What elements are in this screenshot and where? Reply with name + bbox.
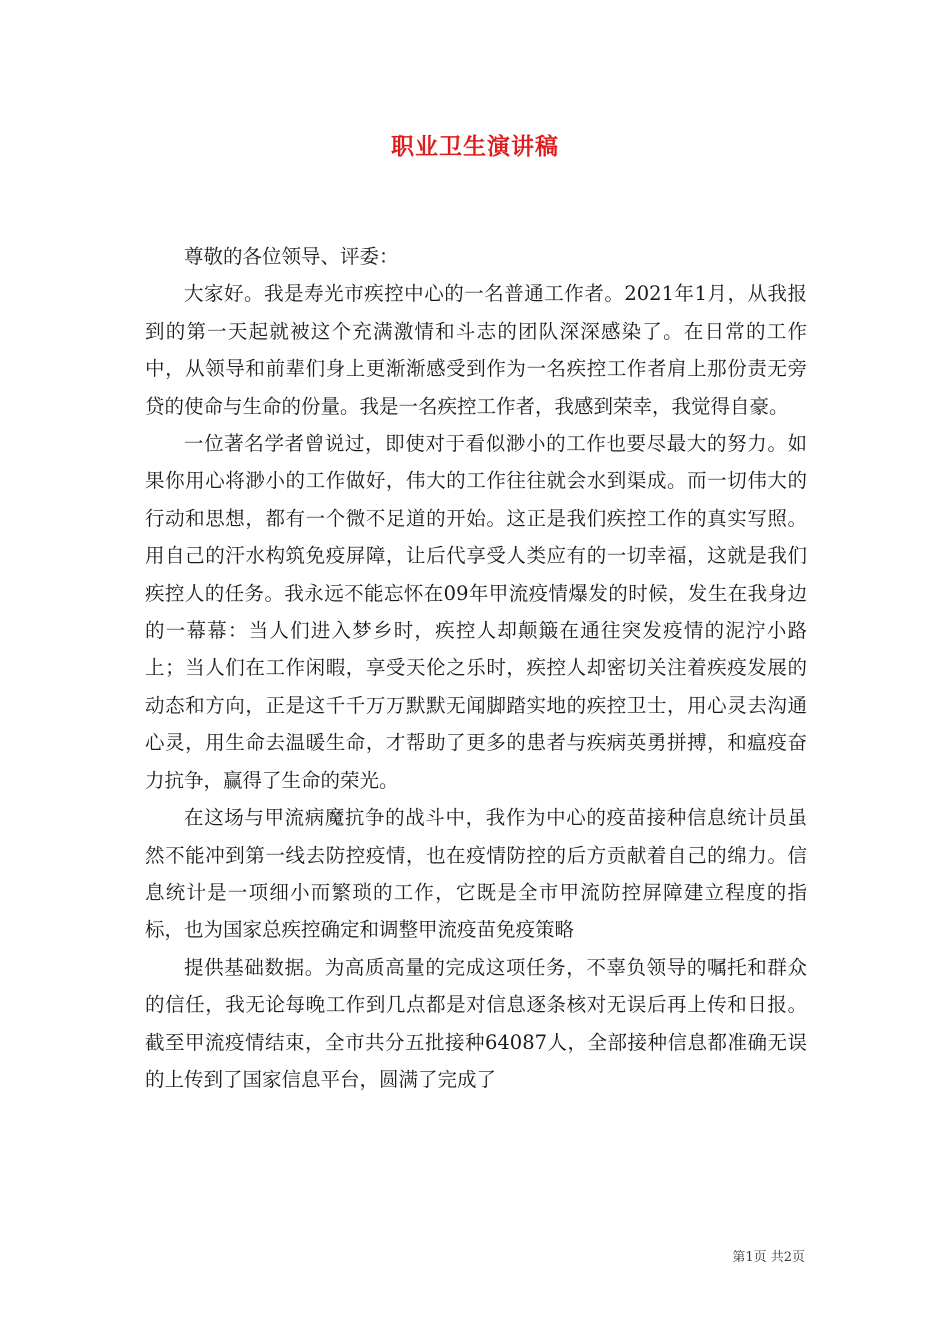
paragraph-2: 一位著名学者曾说过，即使对于看似渺小的工作也要尽最大的努力。如果你用心将渺小的工作做好，伟大的工作往往就会水到渠成。而一切伟大的行动和思想，都有一个微不足道的开始。这正是我们疾控工作的真实写照。用自己的汗水构筑免疫屏障，让后代享受人类应有的一切幸福，这就是我们疾控人的任务。我永远不能忘怀在09年甲流疫情爆发的时候，发生在我身边的一幕幕：当人们进入梦乡时，疾控人却颠簸在通往突发疫情的泥泞小路上；当人们在工作闲暇，享受天伦之乐时，疾控人却密切关注着疾疫发展的动态和方向，正是这千千万万默默无闻脚踏实地的疾控卫士，用心灵去沟通心灵，用生命去温暖生命，才帮助了更多的患者与疾病英勇拼搏，和瘟疫奋力抗争，赢得了生命的荣光。 — [145, 432, 807, 792]
document-title: 职业卫生演讲稿 — [391, 133, 559, 160]
document-body — [145, 238, 807, 1098]
salutation: 尊敬的各位领导、评委： — [184, 245, 399, 268]
paragraph-4: 提供基础数据。为高质高量的完成这项任务，不辜负领导的嘱托和群众的信任，我无论每晚工作到几点都是对信息逐条核对无误后再上传和日报。截至甲流疫情结束，全市共分五批接种64087人，全部接种信息都准确无误的上传到了国家信息平台，圆满了完成了 — [145, 955, 807, 1091]
paragraph-3: 在这场与甲流病魔抗争的战斗中，我作为中心的疫苗接种信息统计员虽然不能冲到第一线去防控疫情，也在疫情防控的后方贡献着自己的绵力。信息统计是一项细小而繁琐的工作，它既是全市甲流防控屏障建立程度的指标，也为国家总疾控确定和调整甲流疫苗免疫策略 — [145, 806, 807, 942]
page-number-footer: 第1页 共2页 — [732, 1250, 805, 1265]
paragraph-1: 大家好。我是寿光市疾控中心的一名普通工作者。2021年1月，从我报到的第一天起就被这个充满激情和斗志的团队深深感染了。在日常的工作中，从领导和前辈们身上更渐渐感受到作为一名疾控工作者肩上那份责无旁贷的使命与生命的份量。我是一名疾控工作者，我感到荣幸，我觉得自豪。 — [145, 282, 807, 418]
